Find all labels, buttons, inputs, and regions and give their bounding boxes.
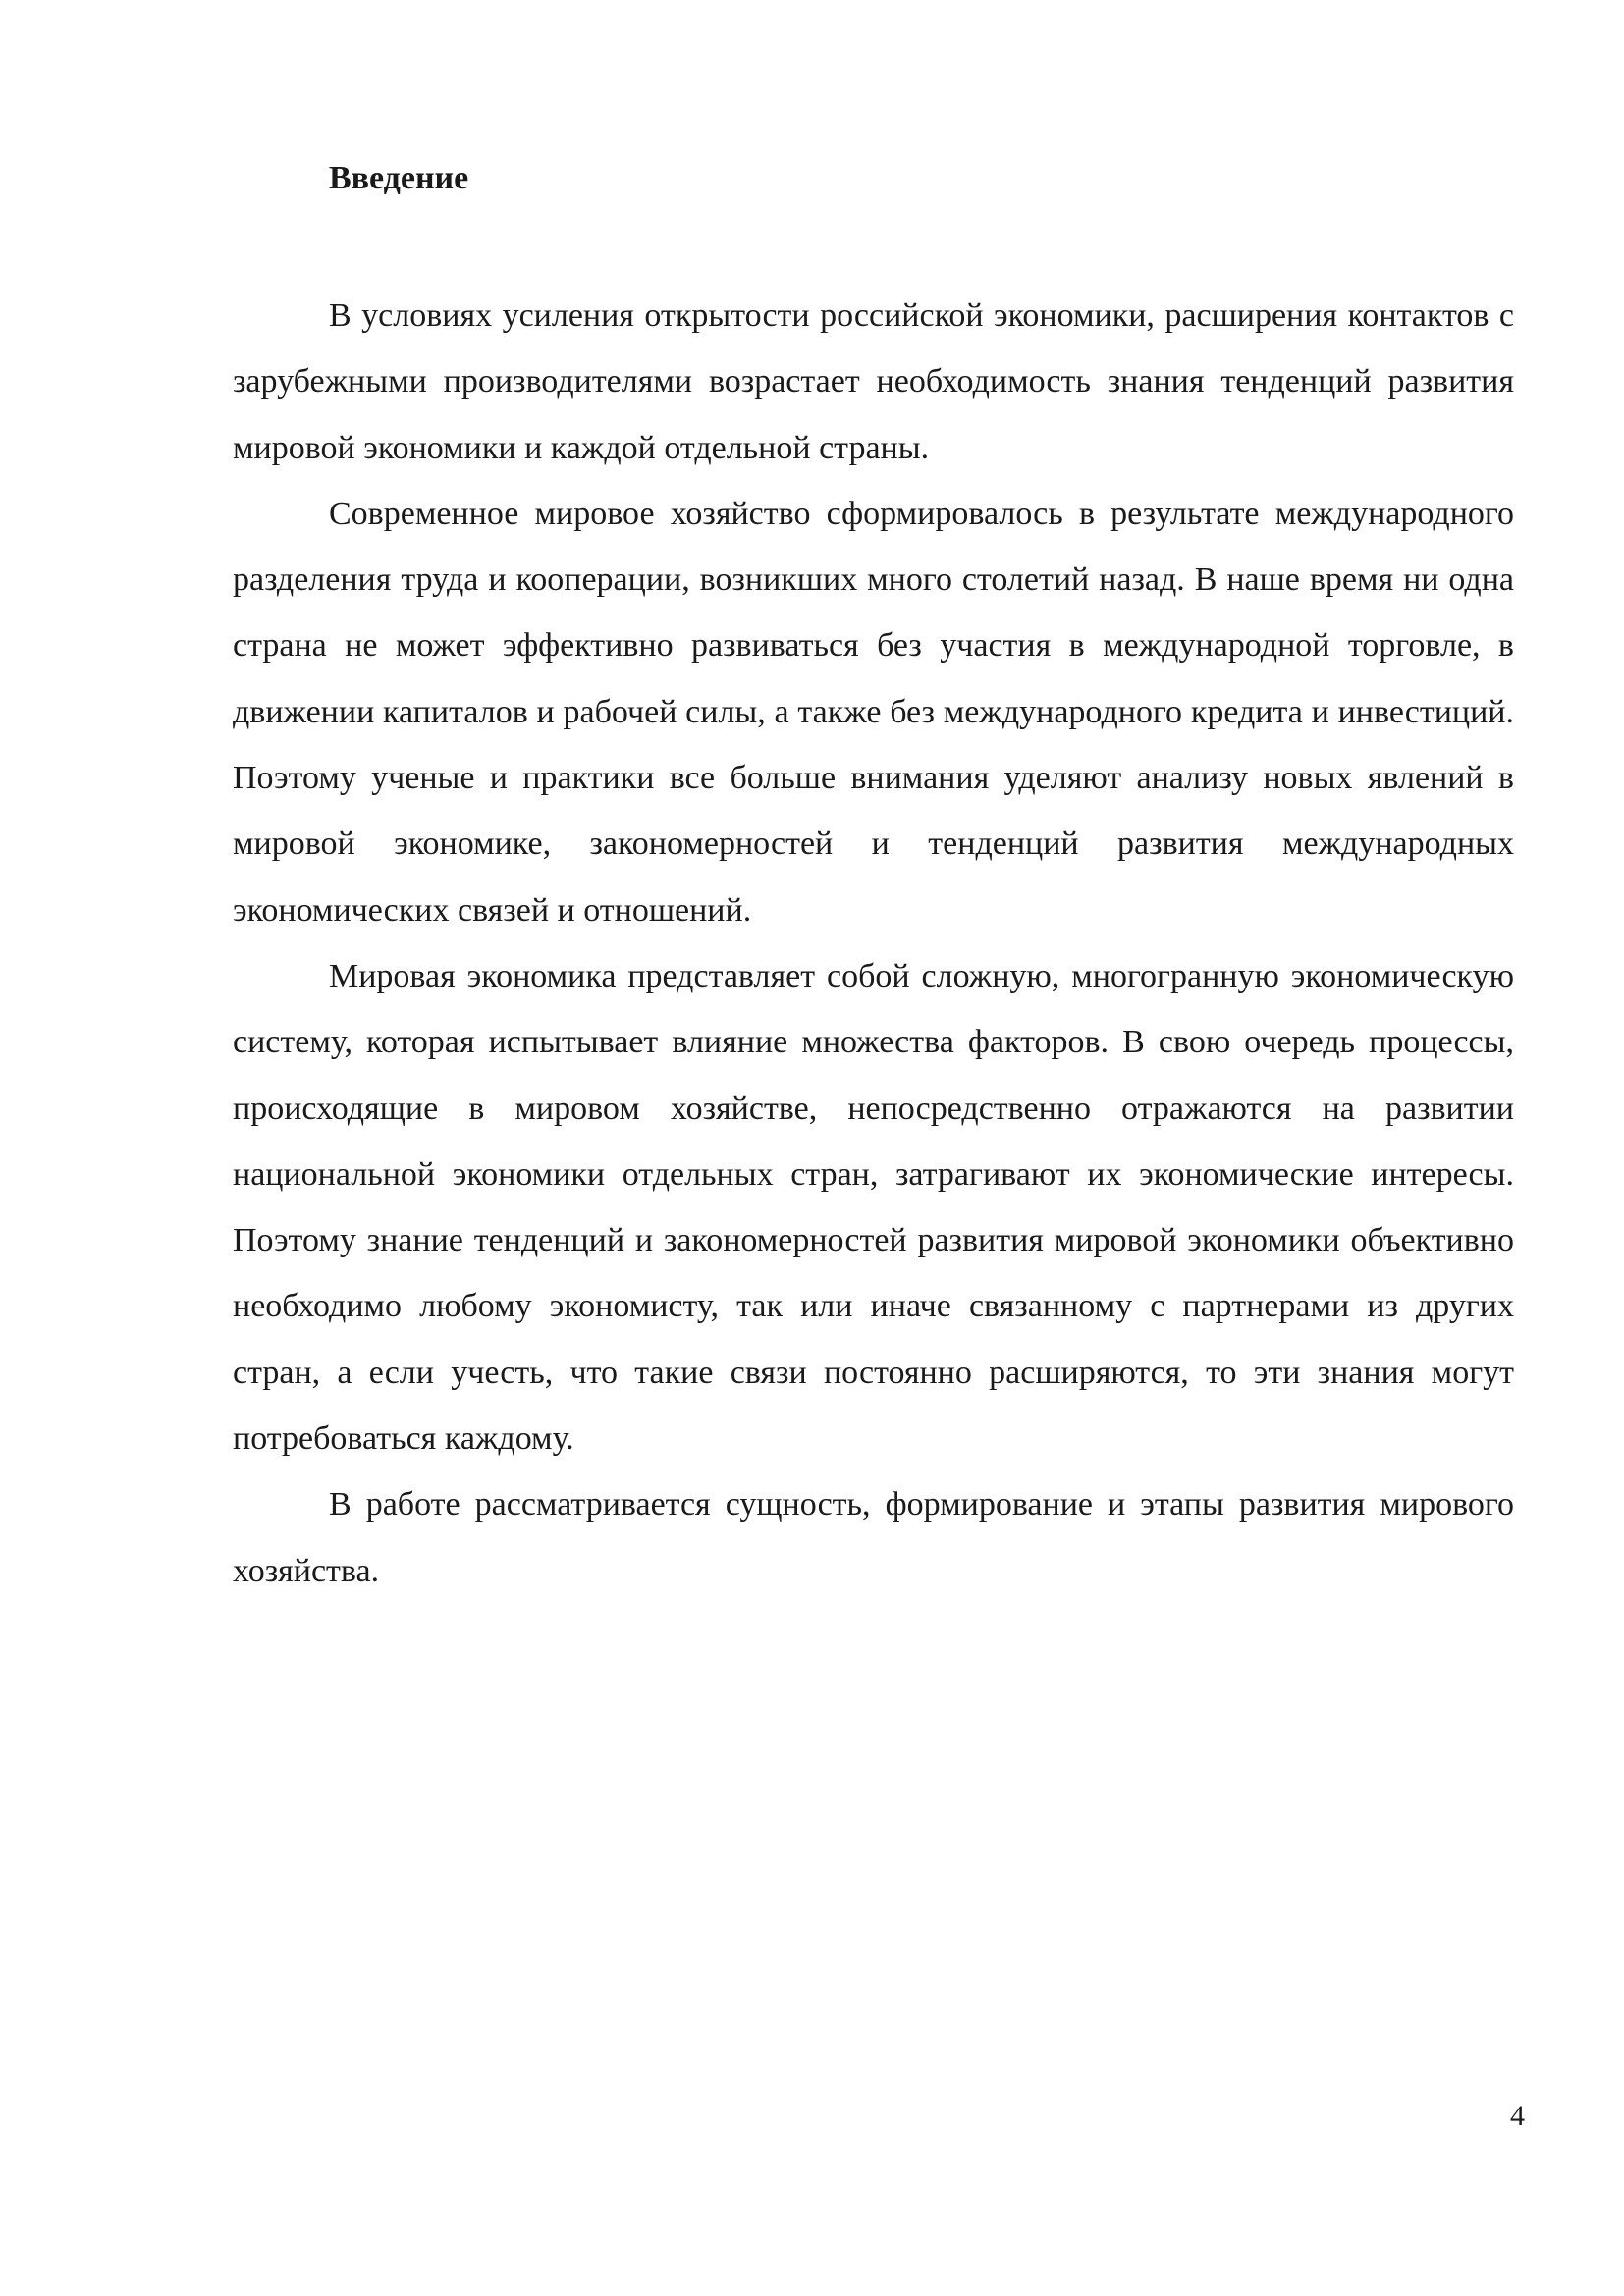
paragraph-1: В условиях усиления открытости российской экономики, расширения контактов с зарубежными производителями возрастает необходимость знания тенденций развития мировой экономики и каждой отдельной страны. <box>233 297 1514 466</box>
paragraph-2: Современное мировое хозяйство сформировалось в результате международного разделения труда и кооперации, возникших много столетий назад. В наше время ни одна страна не может эффективно развиваться без участия в международной торговле, в движении капиталов и рабочей силы, а также без международного кредита и инвестиций. Поэтому ученые и практики все больше внимания уделяют анализу новых явлений в мировой экономике, закономерностей и тенденций развития международных экономических связей и отношений. <box>233 495 1514 929</box>
body-text <box>233 283 1514 1604</box>
page-number: 4 <box>1510 2100 1525 2132</box>
paragraph-4: В работе рассматривается сущность, формирование и этапы развития мирового хозяйства. <box>233 1486 1514 1589</box>
paragraph-3: Мировая экономика представляет собой сложную, многогранную экономическую систему, которая испытывает влияние множества факторов. В свою очередь процессы, происходящие в мировом хозяйстве, непосредственно отражаются на развитии национальной экономики отдельных стран, затрагивают их экономические интересы. Поэтому знание тенденций и закономерностей развития мировой экономики объективно необходимо любому экономисту, так или иначе связанному с партнерами из других стран, а если учесть, что такие связи постоянно расширяются, то эти знания могут потребоваться каждому. <box>233 957 1514 1458</box>
section-heading: Введение <box>329 160 469 196</box>
